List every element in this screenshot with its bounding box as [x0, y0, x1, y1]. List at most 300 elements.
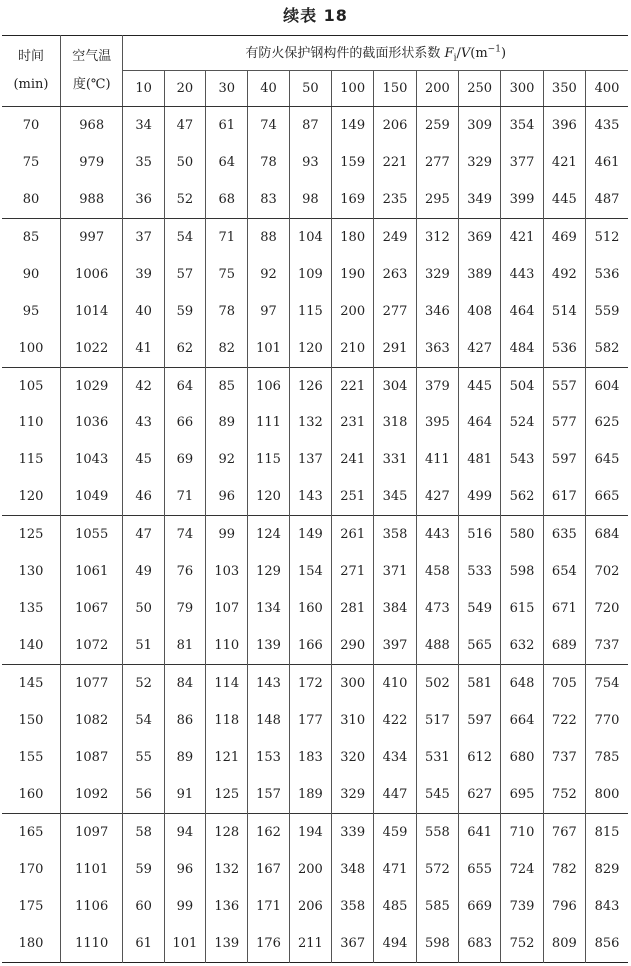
- value-cell: 59: [164, 293, 205, 330]
- value-cell: 96: [206, 478, 248, 515]
- value-cell: 499: [459, 478, 501, 515]
- value-cell: 221: [332, 367, 374, 404]
- value-cell: 752: [543, 776, 585, 813]
- value-cell: 329: [459, 144, 501, 181]
- value-cell: 363: [416, 330, 458, 367]
- temperature-cell: 1014: [60, 293, 122, 330]
- table-row: [2, 702, 628, 739]
- value-cell: 291: [374, 330, 416, 367]
- temperature-cell: 1092: [60, 776, 122, 813]
- value-cell: 281: [332, 590, 374, 627]
- time-header-line2: (min): [13, 77, 49, 92]
- value-cell: 200: [332, 293, 374, 330]
- value-cell: 625: [594, 415, 620, 431]
- temperature-cell: 1101: [60, 851, 122, 888]
- value-cell: 124: [248, 516, 289, 553]
- value-cell: 98: [289, 181, 331, 218]
- temp-header-line2: 度(℃): [72, 77, 111, 92]
- value-cell: 78: [248, 144, 289, 181]
- value-cell: 206: [374, 107, 416, 144]
- value-cell: 54: [164, 218, 205, 255]
- section-factor-column-header: 250: [459, 71, 501, 107]
- value-cell: 290: [332, 627, 374, 664]
- section-factor-column-header: 100: [332, 71, 374, 107]
- value-cell: 139: [248, 627, 289, 664]
- section-factor-column-header: 20: [164, 71, 205, 107]
- value-cell: 57: [164, 256, 205, 293]
- value-cell: 148: [248, 702, 289, 739]
- value-cell: 66: [164, 405, 205, 442]
- time-cell: 110: [2, 405, 60, 442]
- time-cell: 95: [2, 293, 60, 330]
- value-cell: 427: [416, 478, 458, 515]
- value-cell: 710: [501, 813, 543, 850]
- value-cell: 604: [586, 367, 629, 404]
- value-cell: 770: [594, 712, 620, 728]
- value-cell: 88: [248, 218, 289, 255]
- value-cell: 300: [332, 665, 374, 702]
- value-cell: 109: [289, 256, 331, 293]
- value-cell: 581: [459, 665, 501, 702]
- temperature-column-header: [60, 36, 122, 107]
- value-cell: 159: [332, 144, 374, 181]
- value-cell: 536: [594, 266, 620, 282]
- temperature-cell: 997: [60, 218, 122, 255]
- value-cell: 737: [543, 739, 585, 776]
- value-cell: 856: [594, 935, 620, 951]
- value-cell: 348: [332, 851, 374, 888]
- value-cell: 494: [374, 925, 416, 962]
- table-row: [2, 405, 628, 442]
- value-cell: 445: [459, 367, 501, 404]
- value-cell: 194: [289, 813, 331, 850]
- factor-unit-open: (m: [470, 46, 488, 62]
- table-row: [2, 665, 628, 702]
- value-cell: 52: [164, 181, 205, 218]
- value-cell: 641: [459, 813, 501, 850]
- value-cell: 358: [374, 516, 416, 553]
- value-cell: 549: [459, 590, 501, 627]
- value-cell: 101: [248, 330, 289, 367]
- time-cell: 170: [2, 851, 60, 888]
- temperature-cell: 1029: [60, 367, 122, 404]
- table-row: [2, 739, 628, 776]
- value-cell: 47: [164, 107, 205, 144]
- value-cell: 473: [416, 590, 458, 627]
- factor-unit-close: ): [500, 46, 507, 62]
- value-cell: 132: [289, 405, 331, 442]
- fire-protection-table: [2, 35, 628, 963]
- value-cell: 94: [164, 813, 205, 850]
- time-cell: 85: [2, 218, 60, 255]
- value-cell: 36: [123, 181, 164, 218]
- value-cell: 408: [459, 293, 501, 330]
- time-cell: 75: [2, 144, 60, 181]
- value-cell: 176: [248, 925, 289, 962]
- table-title: 续表 18: [283, 6, 348, 25]
- value-cell: 68: [206, 181, 248, 218]
- temperature-cell: 1097: [60, 813, 122, 850]
- value-cell: 458: [416, 553, 458, 590]
- value-cell: 435: [594, 117, 620, 133]
- time-cell: 150: [2, 702, 60, 739]
- value-cell: 125: [206, 776, 248, 813]
- value-cell: 62: [164, 330, 205, 367]
- value-cell: 99: [206, 516, 248, 553]
- value-cell: 249: [374, 218, 416, 255]
- value-cell: 263: [374, 256, 416, 293]
- value-cell: 445: [543, 181, 585, 218]
- value-cell: 464: [459, 405, 501, 442]
- value-cell: 349: [459, 181, 501, 218]
- temperature-cell: 968: [60, 107, 122, 144]
- value-cell: 384: [374, 590, 416, 627]
- value-cell: 200: [289, 851, 331, 888]
- value-cell: 167: [248, 851, 289, 888]
- value-cell: 737: [594, 638, 620, 654]
- value-cell: 767: [543, 813, 585, 850]
- temperature-cell: 1022: [60, 330, 122, 367]
- factor-label-text: 有防火保护钢构件的截面形状系数: [245, 46, 445, 62]
- value-cell: 107: [206, 590, 248, 627]
- value-cell: 120: [248, 478, 289, 515]
- value-cell: 172: [289, 665, 331, 702]
- value-cell: 785: [594, 749, 620, 765]
- section-factor-header: [123, 36, 628, 71]
- value-cell: 447: [374, 776, 416, 813]
- value-cell: 160: [289, 590, 331, 627]
- value-cell: 149: [289, 516, 331, 553]
- value-cell: 121: [206, 739, 248, 776]
- table-row: [2, 144, 628, 181]
- value-cell: 422: [374, 702, 416, 739]
- time-cell: 125: [2, 516, 60, 553]
- value-cell: 64: [164, 367, 205, 404]
- value-cell: 427: [459, 330, 501, 367]
- value-cell: 89: [206, 405, 248, 442]
- value-cell: 128: [206, 813, 248, 850]
- value-cell: 559: [594, 303, 620, 319]
- value-cell: 329: [332, 776, 374, 813]
- value-cell: 367: [332, 925, 374, 962]
- value-cell: 106: [248, 367, 289, 404]
- table-row: [2, 478, 628, 515]
- value-cell: 434: [374, 739, 416, 776]
- value-cell: 683: [459, 925, 501, 962]
- value-cell: 722: [543, 702, 585, 739]
- section-factor-column-header: 40: [248, 71, 289, 107]
- value-cell: 577: [543, 405, 585, 442]
- table-row: [2, 925, 628, 962]
- temperature-cell: 1006: [60, 256, 122, 293]
- value-cell: 345: [374, 478, 416, 515]
- value-cell: 371: [374, 553, 416, 590]
- value-cell: 137: [289, 441, 331, 478]
- value-cell: 695: [501, 776, 543, 813]
- value-cell: 516: [459, 516, 501, 553]
- table-row: [2, 330, 628, 367]
- value-cell: 645: [594, 452, 620, 468]
- section-factor-column-header: 50: [289, 71, 331, 107]
- value-cell: 724: [501, 851, 543, 888]
- time-cell: 140: [2, 627, 60, 664]
- value-cell: 171: [248, 888, 289, 925]
- value-cell: 597: [459, 702, 501, 739]
- temperature-cell: 1077: [60, 665, 122, 702]
- factor-F-subscript: i: [453, 53, 457, 64]
- value-cell: 177: [289, 702, 331, 739]
- value-cell: 320: [332, 739, 374, 776]
- value-cell: 277: [416, 144, 458, 181]
- value-cell: 101: [164, 925, 205, 962]
- table-row: [2, 627, 628, 664]
- value-cell: 42: [123, 367, 164, 404]
- value-cell: 71: [206, 218, 248, 255]
- value-cell: 183: [289, 739, 331, 776]
- value-cell: 487: [594, 191, 620, 207]
- section-factor-column-header: 30: [206, 71, 248, 107]
- value-cell: 562: [501, 478, 543, 515]
- value-cell: 536: [543, 330, 585, 367]
- value-cell: 166: [289, 627, 331, 664]
- value-cell: 86: [164, 702, 205, 739]
- value-cell: 395: [416, 405, 458, 442]
- value-cell: 79: [164, 590, 205, 627]
- value-cell: 809: [543, 925, 585, 962]
- value-cell: 136: [206, 888, 248, 925]
- value-cell: 52: [123, 665, 164, 702]
- value-cell: 134: [248, 590, 289, 627]
- value-cell: 87: [289, 107, 331, 144]
- time-cell: 80: [2, 181, 60, 218]
- table-row: [2, 553, 628, 590]
- value-cell: 329: [416, 256, 458, 293]
- value-cell: 241: [332, 441, 374, 478]
- value-cell: 632: [501, 627, 543, 664]
- value-cell: 104: [289, 218, 331, 255]
- value-cell: 49: [123, 553, 164, 590]
- value-cell: 85: [206, 367, 248, 404]
- value-cell: 705: [543, 665, 585, 702]
- value-cell: 189: [289, 776, 331, 813]
- value-cell: 796: [543, 888, 585, 925]
- value-cell: 35: [123, 144, 164, 181]
- value-cell: 47: [123, 516, 164, 553]
- value-cell: 702: [594, 564, 620, 580]
- time-cell: 155: [2, 739, 60, 776]
- value-cell: 680: [501, 739, 543, 776]
- value-cell: 689: [543, 627, 585, 664]
- value-cell: 221: [374, 144, 416, 181]
- value-cell: 143: [289, 478, 331, 515]
- time-cell: 135: [2, 590, 60, 627]
- value-cell: 34: [123, 107, 164, 144]
- value-cell: 557: [543, 367, 585, 404]
- value-cell: 309: [459, 107, 501, 144]
- table-row: [2, 293, 628, 330]
- value-cell: 617: [543, 478, 585, 515]
- value-cell: 339: [332, 813, 374, 850]
- value-cell: 310: [332, 702, 374, 739]
- value-cell: 443: [416, 516, 458, 553]
- value-cell: 461: [594, 154, 620, 170]
- value-cell: 684: [586, 516, 629, 553]
- section-factor-column-header: 10: [123, 71, 164, 107]
- value-cell: 231: [332, 405, 374, 442]
- value-cell: 143: [248, 665, 289, 702]
- value-cell: 597: [543, 441, 585, 478]
- temperature-cell: 1055: [60, 516, 122, 553]
- value-cell: 421: [543, 144, 585, 181]
- table-row: [2, 590, 628, 627]
- time-cell: 145: [2, 665, 60, 702]
- value-cell: 379: [416, 367, 458, 404]
- value-cell: 481: [459, 441, 501, 478]
- value-cell: 410: [374, 665, 416, 702]
- value-cell: 396: [543, 107, 585, 144]
- temperature-cell: 1087: [60, 739, 122, 776]
- value-cell: 132: [206, 851, 248, 888]
- value-cell: 304: [374, 367, 416, 404]
- factor-V: V: [460, 46, 471, 62]
- value-cell: 411: [416, 441, 458, 478]
- temperature-cell: 1110: [60, 925, 122, 962]
- value-cell: 55: [123, 739, 164, 776]
- value-cell: 211: [289, 925, 331, 962]
- value-cell: 485: [374, 888, 416, 925]
- value-cell: 51: [123, 627, 164, 664]
- value-cell: 41: [123, 330, 164, 367]
- value-cell: 655: [459, 851, 501, 888]
- value-cell: 665: [594, 489, 620, 505]
- value-cell: 76: [164, 553, 205, 590]
- time-cell: 120: [2, 478, 60, 515]
- value-cell: 75: [206, 256, 248, 293]
- time-cell: 70: [2, 107, 60, 144]
- value-cell: 210: [332, 330, 374, 367]
- value-cell: 369: [459, 218, 501, 255]
- value-cell: 843: [594, 898, 620, 914]
- value-cell: 531: [416, 739, 458, 776]
- table-row: [2, 218, 628, 255]
- value-cell: 91: [164, 776, 205, 813]
- value-cell: 46: [123, 478, 164, 515]
- value-cell: 514: [543, 293, 585, 330]
- value-cell: 149: [332, 107, 374, 144]
- value-cell: 471: [374, 851, 416, 888]
- value-cell: 60: [123, 888, 164, 925]
- value-cell: 59: [123, 851, 164, 888]
- factor-F: F: [444, 46, 454, 62]
- value-cell: 120: [289, 330, 331, 367]
- value-cell: 153: [248, 739, 289, 776]
- value-cell: 782: [543, 851, 585, 888]
- section-factor-column-header: 150: [374, 71, 416, 107]
- value-cell: 139: [206, 925, 248, 962]
- value-cell: 598: [501, 553, 543, 590]
- time-column-header: [2, 36, 60, 107]
- section-factor-column-header: 350: [543, 71, 585, 107]
- value-cell: 582: [594, 340, 620, 356]
- table-row: [2, 516, 628, 553]
- value-cell: 190: [332, 256, 374, 293]
- value-cell: 615: [501, 590, 543, 627]
- table-row: [2, 181, 628, 218]
- time-cell: 115: [2, 441, 60, 478]
- value-cell: 83: [248, 181, 289, 218]
- value-cell: 115: [289, 293, 331, 330]
- value-cell: 504: [501, 367, 543, 404]
- value-cell: 154: [289, 553, 331, 590]
- value-cell: 517: [416, 702, 458, 739]
- table-row: [2, 256, 628, 293]
- time-cell: 180: [2, 925, 60, 962]
- value-cell: 74: [248, 107, 289, 144]
- temperature-cell: 988: [60, 181, 122, 218]
- value-cell: 331: [374, 441, 416, 478]
- value-cell: 271: [332, 553, 374, 590]
- value-cell: 157: [248, 776, 289, 813]
- value-cell: 37: [123, 218, 164, 255]
- time-cell: 90: [2, 256, 60, 293]
- value-cell: 61: [123, 925, 164, 962]
- value-cell: 612: [459, 739, 501, 776]
- value-cell: 572: [416, 851, 458, 888]
- value-cell: 40: [123, 293, 164, 330]
- temperature-cell: 1082: [60, 702, 122, 739]
- value-cell: 89: [164, 739, 205, 776]
- value-cell: 354: [501, 107, 543, 144]
- factor-slash: /: [456, 46, 461, 62]
- value-cell: 54: [123, 702, 164, 739]
- value-cell: 111: [248, 405, 289, 442]
- temp-header-line1: 空气温: [72, 49, 112, 64]
- value-cell: 397: [374, 627, 416, 664]
- value-cell: 627: [459, 776, 501, 813]
- value-cell: 664: [501, 702, 543, 739]
- value-cell: 74: [164, 516, 205, 553]
- value-cell: 399: [501, 181, 543, 218]
- value-cell: 82: [206, 330, 248, 367]
- value-cell: 488: [416, 627, 458, 664]
- value-cell: 377: [501, 144, 543, 181]
- value-cell: 169: [332, 181, 374, 218]
- table-row: [2, 441, 628, 478]
- value-cell: 110: [206, 627, 248, 664]
- value-cell: 524: [501, 405, 543, 442]
- value-cell: 502: [416, 665, 458, 702]
- table-row: [2, 888, 628, 925]
- value-cell: 99: [164, 888, 205, 925]
- value-cell: 421: [501, 218, 543, 255]
- value-cell: 69: [164, 441, 205, 478]
- time-header-line1: 时间: [17, 49, 44, 64]
- value-cell: 64: [206, 144, 248, 181]
- temperature-cell: 1049: [60, 478, 122, 515]
- value-cell: 39: [123, 256, 164, 293]
- value-cell: 92: [248, 256, 289, 293]
- value-cell: 50: [123, 590, 164, 627]
- value-cell: 71: [164, 478, 205, 515]
- value-cell: 114: [206, 665, 248, 702]
- section-factor-column-header: 200: [416, 71, 458, 107]
- value-cell: 277: [374, 293, 416, 330]
- value-cell: 469: [543, 218, 585, 255]
- value-cell: 558: [416, 813, 458, 850]
- value-cell: 96: [164, 851, 205, 888]
- value-cell: 43: [123, 405, 164, 442]
- value-cell: 97: [248, 293, 289, 330]
